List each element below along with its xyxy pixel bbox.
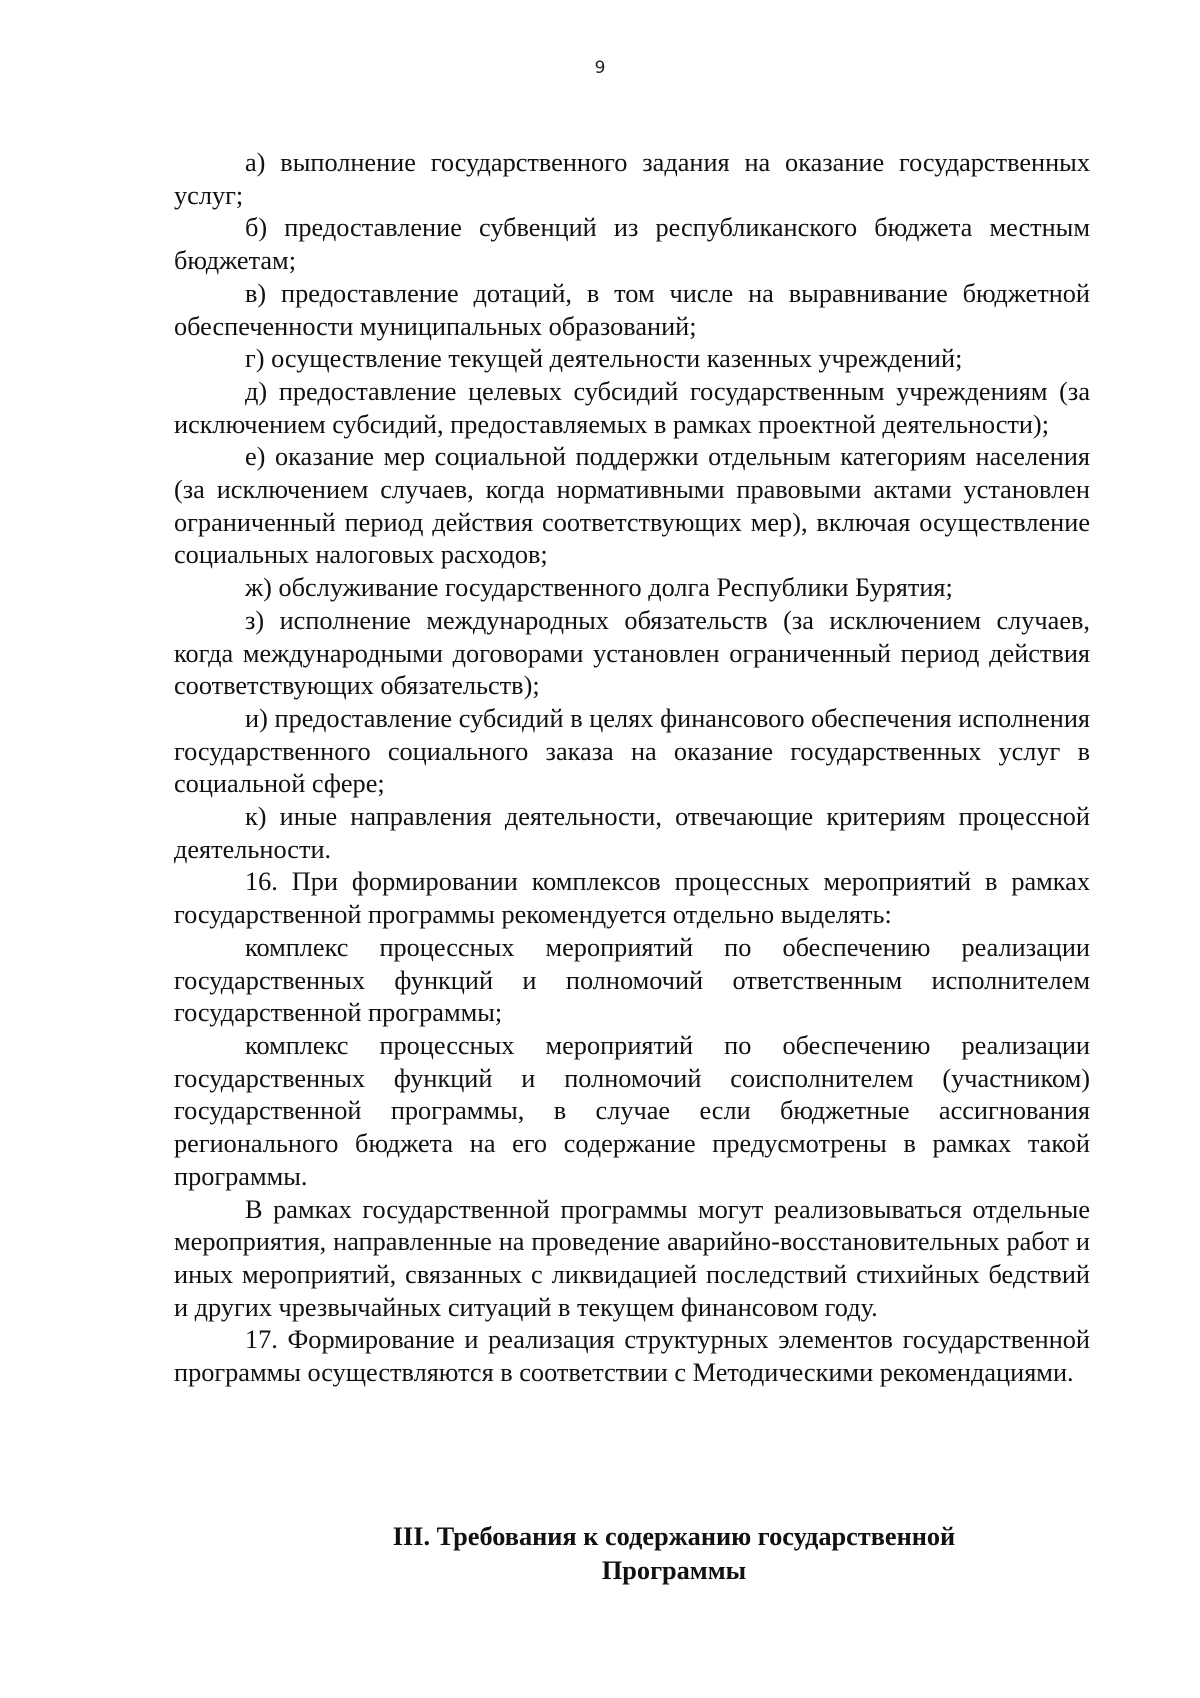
paragraph-item-b: б) предоставление субвенций из республиканского бюджета местным бюджетам;	[174, 213, 1090, 276]
paragraph-item-g: г) осуществление текущей деятельности казенных учреждений;	[245, 344, 963, 374]
section-heading-line-1: III. Требования к содержанию государственной	[392, 1522, 956, 1551]
paragraph-clause-17: 17. Формирование и реализация структурных элементов государственной программы осуществляются в соответствии с Методическими рекомендациями.	[174, 1325, 1090, 1388]
paragraph-clause-16: 16. При формировании комплексов процессных мероприятий в рамках государственной программы рекомендуется отдельно выделять:	[174, 867, 1090, 930]
paragraph-item-zh: ж) обслуживание государственного долга Республики Бурятия;	[245, 573, 953, 603]
paragraph-complex-executor: комплекс процессных мероприятий по обеспечению реализации государственных функций и полномочий ответственным исполнителем государственной программы;	[174, 932, 1090, 1028]
paragraph-item-v: в) предоставление дотаций, в том числе на выравнивание бюджетной обеспеченности муниципальных образований;	[174, 278, 1090, 341]
page-number: 9	[594, 58, 606, 78]
paragraph-item-e: е) оказание мер социальной поддержки отдельным категориям населения (за исключением случаев, когда нормативными правовыми актами установлен ограниченный период действия соответствующих мер), включая осуществление социальных налоговых расходов;	[174, 442, 1090, 570]
paragraph-item-z: з) исполнение международных обязательств (за исключением случаев, когда международными договорами установлен ограниченный период действия соответствующих обязательств);	[174, 605, 1090, 701]
section-heading-line-2: Программы	[601, 1556, 747, 1585]
paragraph-item-i: и) предоставление субсидий в целях финансового обеспечения исполнения государственного социального заказа на оказание государственных услуг в социальной сфере;	[174, 703, 1090, 799]
paragraph-item-k: к) иные направления деятельности, отвечающие критериям процессной деятельности.	[174, 802, 1090, 864]
paragraph-item-d: д) предоставление целевых субсидий государственным учреждениям (за исключением субсидий, предоставляемых в рамках проектной деятельности);	[174, 376, 1090, 439]
document-body	[174, 147, 1090, 1390]
section-heading	[174, 1520, 1174, 1588]
paragraph-emergency-measures: В рамках государственной программы могут реализовываться отдельные мероприятия, направленные на проведение аварийно-восстановительных работ и иных мероприятий, связанных с ликвидацией последствий стихийных бедствий и других чрезвычайных ситуаций в текущем финансовом году.	[174, 1194, 1090, 1322]
paragraph-item-a: а) выполнение государственного задания на оказание государственных услуг;	[174, 148, 1090, 210]
paragraph-complex-coexecutor: комплекс процессных мероприятий по обеспечению реализации государственных функций и полномочий соисполнителем (участником) государственной программы, в случае если бюджетные ассигнования регионального бюджета на его содержание предусмотрены в рамках такой программы.	[174, 1030, 1090, 1191]
